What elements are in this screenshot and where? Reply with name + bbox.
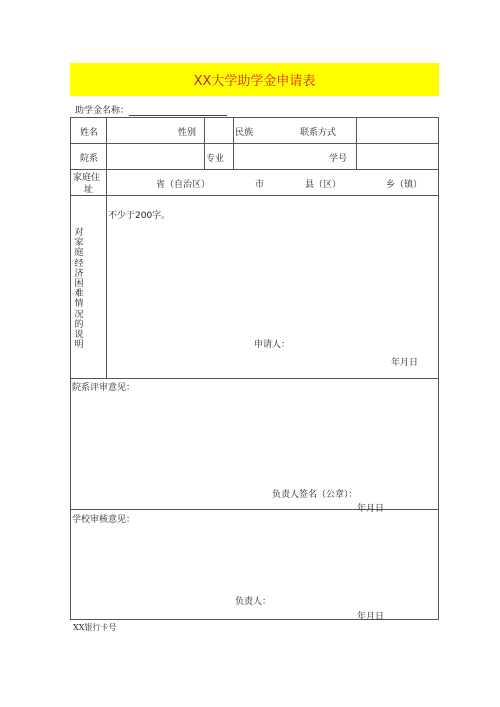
- dept-signature-label: 负责人签名（公章）：: [272, 490, 358, 500]
- gender-label: 性别: [178, 128, 197, 138]
- student-id-label: 学号: [329, 154, 348, 164]
- applicant-label: 申请人：: [254, 340, 291, 350]
- hardship-hint: 不少于200字。: [108, 211, 171, 221]
- grant-name-line: [75, 103, 227, 116]
- col-divider-hardship: [106, 195, 107, 378]
- address-label-line2: 址: [84, 185, 94, 195]
- table-left-border: [70, 117, 71, 619]
- grant-name-label: 助学金名称：: [75, 106, 130, 116]
- bank-card-label: XX银行卡号: [73, 623, 117, 632]
- col-divider-label: [106, 117, 107, 195]
- major-label: 专业: [206, 154, 225, 164]
- col-divider-2: [204, 117, 205, 169]
- row-divider-1: [70, 143, 439, 144]
- row-divider-2: [70, 169, 439, 170]
- city-label: 市: [255, 180, 265, 190]
- contact-label: 联系方式: [300, 128, 337, 138]
- table-right-border: [438, 117, 439, 619]
- ethnicity-label: 民族: [235, 128, 254, 138]
- col-divider-4: [356, 117, 357, 169]
- form-title: XX大学助学金申请表: [193, 74, 316, 89]
- dept-review-label: 院系评审意见：: [72, 383, 136, 393]
- school-review-label: 学校审核意见：: [72, 515, 136, 525]
- department-label: 院系: [80, 154, 99, 164]
- county-label: 县（区）: [305, 180, 342, 190]
- address-label-line1: 家庭住: [73, 173, 101, 183]
- province-label: 省（自治区）: [156, 180, 211, 190]
- grant-name-blank[interactable]: [129, 106, 227, 116]
- school-signature-label: 负责人：: [235, 597, 272, 607]
- township-label: 乡（镇）: [386, 180, 423, 190]
- row-divider-3: [70, 195, 439, 196]
- table-top-border: [70, 117, 439, 118]
- form-title-bar: [70, 63, 439, 96]
- applicant-date: 年月日: [391, 358, 419, 368]
- col-divider-3: [233, 117, 234, 169]
- hardship-label: 对 家 庭 经 济 困 难 情 况 的 说 明: [74, 228, 84, 351]
- row-divider-4: [70, 378, 439, 379]
- name-label: 姓名: [80, 128, 99, 138]
- school-date: 年月日: [357, 612, 385, 622]
- dept-date: 年月日: [357, 504, 385, 514]
